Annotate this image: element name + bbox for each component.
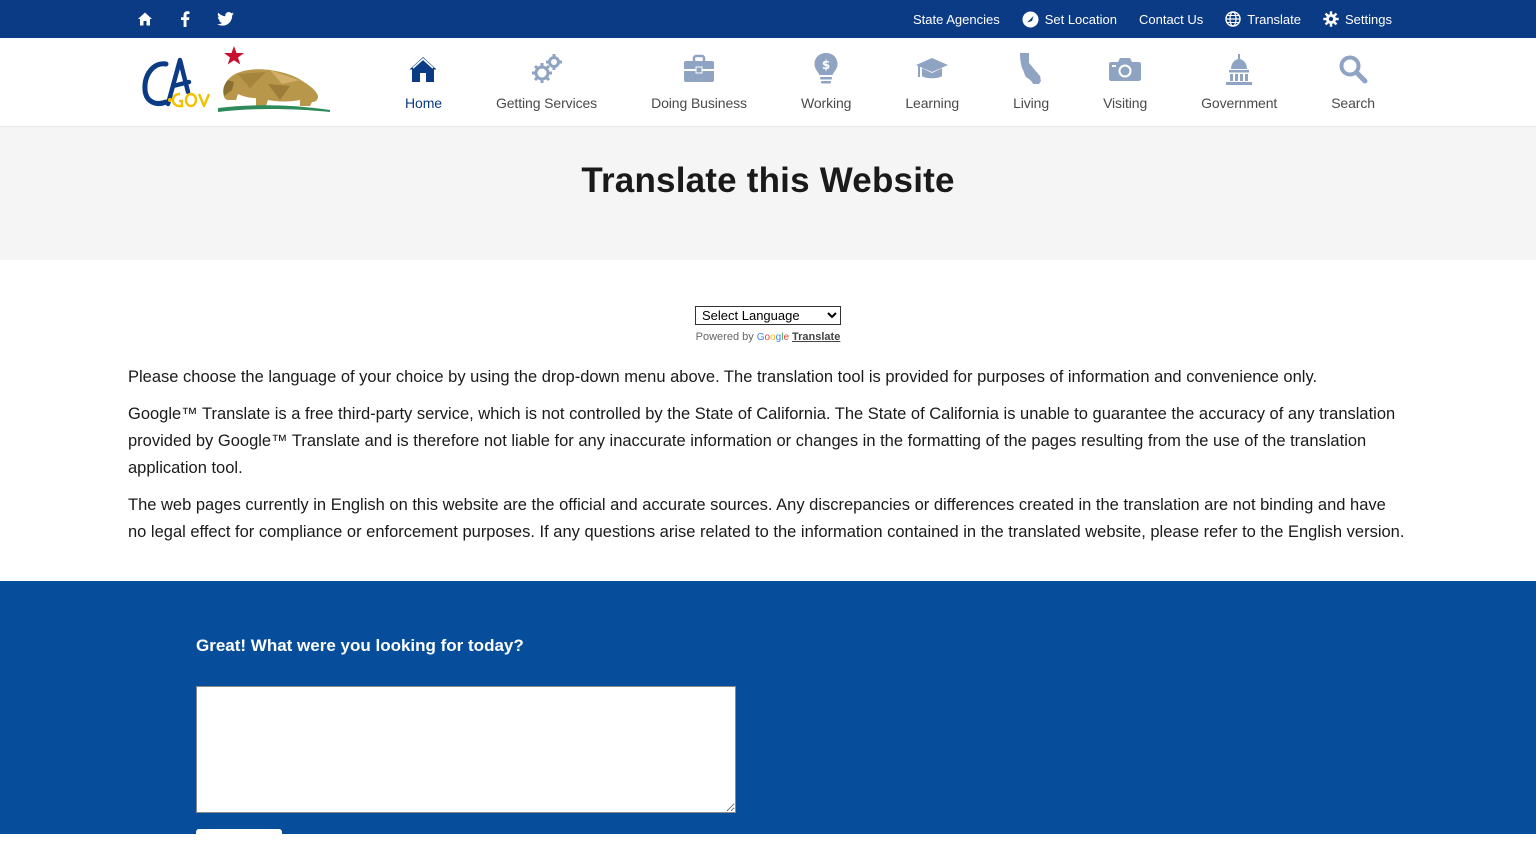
- nav-search[interactable]: [1304, 38, 1402, 127]
- nav-doing-business[interactable]: [624, 38, 774, 127]
- language-select[interactable]: [695, 306, 841, 325]
- nav-living-label: Living: [1013, 95, 1050, 111]
- graduation-cap-icon: [915, 52, 949, 86]
- settings-link[interactable]: [1323, 11, 1392, 27]
- globe-icon: [1225, 11, 1241, 27]
- paragraph-official-source: The web pages currently in English on this website are the official and accurate sources. Any discrepancies or differences created in the translation are not binding and have no legal effect for compliance or enforcement purposes. If any questions arise related to the information contained in the translated website, please refer to the English version.: [128, 496, 1405, 541]
- nav-visiting-label: Visiting: [1103, 95, 1148, 111]
- state-agencies-link[interactable]: [913, 12, 1000, 27]
- set-location-link[interactable]: [1022, 11, 1117, 28]
- feedback-textarea[interactable]: [196, 686, 736, 813]
- paragraph-disclaimer: Google™ Translate is a free third-party service, which is not controlled by the State of California. The State of California is unable to guarantee the accuracy of any translation provided by Google™ Translate and is therefore not liable for any inaccurate information or changes in the formatting of the pages resulting from the use of the translation application tool.: [128, 405, 1396, 477]
- nav-search-label: Search: [1331, 95, 1375, 111]
- svg-text:$: $: [821, 58, 831, 72]
- contact-us-link[interactable]: [1139, 12, 1203, 27]
- nav-home[interactable]: [378, 38, 469, 127]
- nav-getting-services-label: Getting Services: [495, 95, 598, 111]
- main-content: [128, 364, 1408, 556]
- state-agencies-label: State Agencies: [912, 11, 1000, 27]
- title-band: [0, 127, 1536, 260]
- nav-home-label: Home: [405, 95, 442, 111]
- facebook-icon[interactable]: [176, 10, 194, 28]
- contact-us-label: Contact Us: [1138, 11, 1204, 27]
- nav-working[interactable]: [774, 38, 878, 127]
- location-icon: [1022, 11, 1039, 28]
- capitol-icon: [1222, 52, 1256, 86]
- nav-working-label: Working: [800, 95, 852, 111]
- utility-links: [913, 0, 1392, 38]
- main-nav: [378, 38, 1402, 127]
- set-location-label: Set Location: [1044, 11, 1117, 27]
- ca-gov-logo[interactable]: [140, 44, 332, 116]
- google-translate-link[interactable]: Translate: [792, 331, 841, 343]
- powered-by: [696, 331, 841, 343]
- home-icon[interactable]: [136, 10, 154, 28]
- feedback-section: [0, 581, 1536, 834]
- gear-icon: [1323, 11, 1339, 27]
- search-icon: [1336, 52, 1370, 86]
- page-title: Translate this Website: [581, 161, 955, 200]
- nav-learning-label: Learning: [905, 95, 960, 111]
- feedback-submit-button[interactable]: [196, 829, 282, 849]
- twitter-icon[interactable]: [216, 10, 234, 28]
- paragraph-intro: Please choose the language of your choice by using the drop-down menu above. The translation tool is provided for purposes of information and convenience only.: [128, 368, 1318, 386]
- lightbulb-dollar-icon: [809, 52, 843, 86]
- nav-learning[interactable]: [878, 38, 986, 127]
- nav-government-label: Government: [1201, 95, 1278, 111]
- utility-bar: [0, 0, 1536, 38]
- translate-link[interactable]: [1225, 11, 1301, 27]
- nav-living[interactable]: [986, 38, 1076, 127]
- social-links: [136, 0, 234, 38]
- google-logo: Google: [756, 331, 790, 343]
- site-header: [0, 38, 1536, 127]
- settings-label: Settings: [1345, 11, 1392, 27]
- nav-getting-services[interactable]: [469, 38, 624, 127]
- nav-visiting[interactable]: [1076, 38, 1174, 127]
- california-icon: [1014, 52, 1048, 86]
- briefcase-icon: [682, 52, 716, 86]
- nav-doing-business-label: Doing Business: [651, 95, 747, 111]
- home-icon: [406, 52, 440, 86]
- feedback-question: Great! What were you looking for today?: [196, 636, 524, 655]
- camera-icon: [1108, 52, 1142, 86]
- gears-icon: [530, 52, 564, 86]
- powered-by-label: Powered by: [695, 331, 754, 343]
- google-translate-widget: [0, 306, 1536, 343]
- nav-government[interactable]: [1174, 38, 1304, 127]
- translate-label: Translate: [1247, 11, 1302, 27]
